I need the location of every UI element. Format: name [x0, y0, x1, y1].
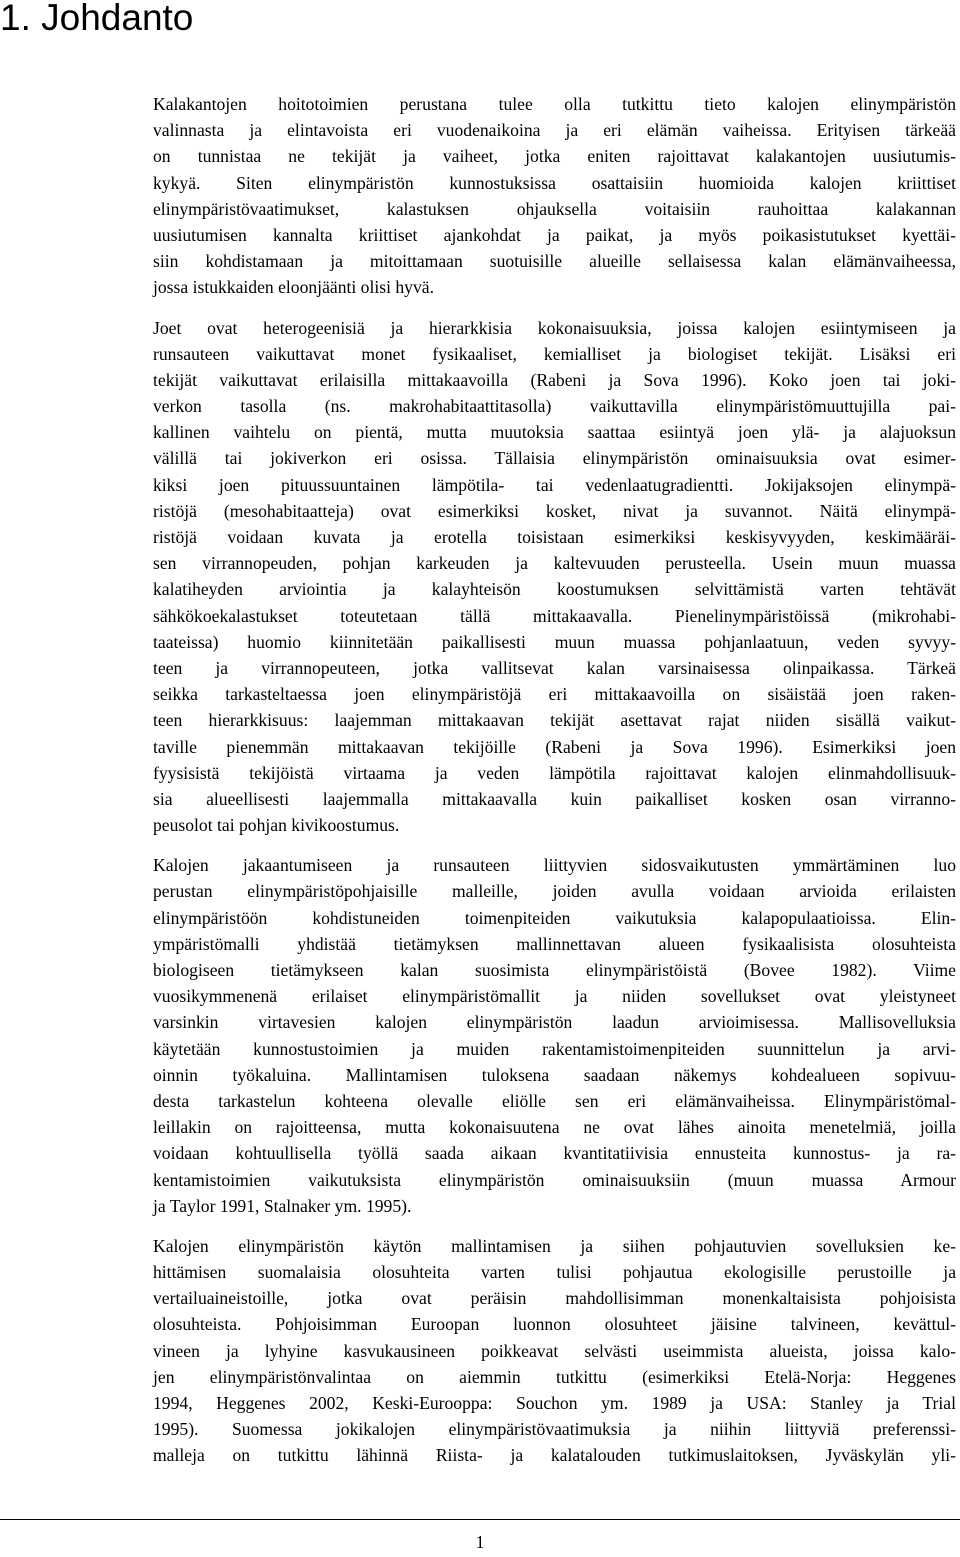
text-line: valinnasta ja elintavoista eri vuodenaikoina ja eri elämän vaiheissa. Erityisen tärkeää: [153, 120, 956, 141]
text-line: seikka tarkasteltaessa joen elinympäristöjä eri mittakaavoilla on sisäistää joen raken-: [153, 684, 956, 705]
text-line: ristöjä voidaan kuvata ja erotella toisistaan esimerkiksi keskisyvyyden, keskimääräi-: [153, 527, 956, 547]
text-line: vertailuaineistoille, jotka ovat peräisin mahdollisimman monenkaltaisista pohjoisista: [153, 1288, 956, 1309]
text-line: 1994, Heggenes 2002, Keski-Eurooppa: Souchon ym. 1989 ja USA: Stanley ja Trial: [153, 1393, 956, 1413]
text-line: fyysisistä tekijöistä virtaama ja veden lämpötila rajoittavat kalojen elinmahdollisuuk-: [153, 762, 956, 783]
text-line: Kalojen elinympäristön käytön mallintamisen ja siihen pohjautuvien sovelluksien ke-: [153, 1235, 956, 1256]
text-line: Kalojen jakaantumiseen ja runsauteen liittyvien sidosvaikutusten ymmärtäminen luo: [153, 855, 956, 876]
paragraph: [153, 315, 956, 839]
paragraph: [153, 852, 956, 1219]
text-line: ristöjä (mesohabitaatteja) ovat esimerkiksi kosket, nivat ja suvannot. Näitä elinympä-: [153, 500, 956, 521]
text-line: on tunnistaa ne tekijät ja vaiheet, jotka eniten rajoittavat kalakantojen uusiutumis-: [153, 146, 956, 167]
text-line: verkon tasolla (ns. makrohabitaattitasolla) vaikuttavilla elinympäristömuuttujilla pai-: [153, 396, 956, 417]
text-line: kykyä. Siten elinympäristön kunnostuksissa osattaisiin huomioida kalojen kriittiset: [153, 172, 956, 193]
text-line: malleja on tutkittu lähinnä Riista- ja kalatalouden tutkimuslaitoksen, Jyväskylän yli-: [153, 1445, 956, 1466]
text-line: hittämisen suomalaisia olosuhteita varten tulisi pohjautua ekologisille perustoille ja: [153, 1262, 956, 1283]
page-number: 1: [475, 1532, 485, 1552]
body-text: [153, 91, 956, 1483]
text-line: Joet ovat heterogeenisiä ja hierarkkisia kokonaisuuksia, joissa kalojen esiintymiseen ja: [153, 317, 956, 338]
text-line: teen hierarkkisuus: laajemman mittakaavan tekijät asettavat rajat niiden sisällä vaikut-: [153, 710, 956, 731]
text-line: runsauteen vaikuttavat monet fysikaaliset, kemialliset ja biologiset tekijät. Lisäksi eri: [153, 343, 956, 364]
text-line: taville pienemmän mittakaavan tekijöille (Rabeni ja Sova 1996). Esimerkiksi joen: [153, 736, 956, 757]
text-line: välillä tai jokiverkon eri osissa. Tällaisia elinympäristön ominaisuuksia ovat esimer-: [153, 448, 956, 469]
text-line: kentamistoimien vaikutuksista elinympäristön ominaisuuksiin (muun muassa Armour: [153, 1169, 956, 1190]
text-line: jossa istukkaiden eloonjäänti olisi hyvä.: [153, 277, 434, 298]
text-line: varsinkin virtavesien kalojen elinympäristön laadun arvioimisessa. Mallisovelluksia: [153, 1012, 956, 1033]
text-line: käytetään kunnostustoimien ja muiden rakentamistoimenpiteiden suunnittelun ja arvi-: [153, 1038, 956, 1059]
text-line: vuosikymmenenä erilaiset elinympäristömallit ja niiden sovellukset ovat yleistyneet: [153, 986, 956, 1007]
text-line: desta tarkastelun kohteena olevalle eliölle sen eri elämänvaiheissa. Elinympäristömal-: [153, 1090, 956, 1111]
text-line: taateissa) huomio kiinnitetään paikallisesti muun muassa pohjanlaatuun, veden syvyy-: [153, 631, 956, 652]
text-line: siin kohdistamaan ja mitoittamaan suotuisille alueille sellaisessa kalan elämänvaiheessa,: [153, 251, 956, 272]
text-line: tekijät vaikuttavat erilaisilla mittakaavoilla (Rabeni ja Sova 1996). Koko joen tai joki-: [153, 369, 956, 390]
text-line: sähkökoekalastukset toteutetaan tällä mittakaavalla. Pienelinympäristöissä (mikrohabi-: [153, 605, 956, 626]
footer-divider: [0, 1519, 960, 1520]
text-line: perustan elinympäristöpohjaisille malleille, joiden avulla voidaan arvioida erilaisten: [153, 881, 956, 902]
text-line: uusiutumisen kannalta kriittiset ajankohdat ja paikat, ja myös poikasistutukset kyettäi-: [153, 224, 956, 245]
chapter-heading: 1. Johdanto: [0, 0, 194, 38]
text-line: elinympäristövaatimukset, kalastuksen ohjauksella voitaisiin rauhoittaa kalakannan: [153, 198, 956, 219]
text-line: kiksi joen pituussuuntainen lämpötila- tai vedenlaatugradientti. Jokijaksojen elinympä-: [153, 474, 956, 495]
text-line: voidaan kohtuullisella työllä saada aikaan kvantitatiivisia ennusteita kunnostus- ja ra-: [153, 1143, 956, 1164]
text-line: elinympäristöön kohdistuneiden toimenpiteiden vaikutuksia kalapopulaatioissa. Elin-: [153, 907, 956, 928]
text-line: sia alueellisesti laajemmalla mittakaavalla kuin paikalliset kosken osan virranno-: [153, 788, 956, 809]
text-line: peusolot tai pohjan kivikoostumus.: [153, 815, 400, 836]
text-line: oinnin työkaluina. Mallintamisen tuloksena saadaan näkemys kohdealueen sopivuu-: [153, 1064, 956, 1085]
paragraph: [153, 91, 956, 301]
text-line: kalatiheyden arviointia ja kalayhteisön koostumuksen selvittämistä varten tehtävät: [153, 579, 956, 600]
text-line: ja Taylor 1991, Stalnaker ym. 1995).: [153, 1195, 412, 1216]
text-line: ympäristömalli yhdistää tietämyksen mallinnettavan alueen fysikaalisista olosuhteista: [153, 933, 956, 954]
text-line: sen virrannopeuden, pohjan karkeuden ja kaltevuuden perusteella. Usein muun muassa: [153, 553, 956, 574]
paragraph: [153, 1233, 956, 1469]
text-line: 1995). Suomessa jokikalojen elinympäristövaatimuksia ja niihin liittyviä preferenssi-: [153, 1419, 956, 1440]
text-line: olosuhteista. Pohjoisimman Euroopan luonnon olosuhteet jäisine talvineen, kevättul-: [153, 1314, 956, 1335]
text-line: vineen ja lyhyine kasvukausineen poikkeavat selvästi useimmista alueista, joissa kalo-: [153, 1340, 956, 1361]
text-line: leillakin on rajoitteensa, mutta kokonaisuutena ne ovat lähes ainoita menetelmiä, joilla: [153, 1117, 956, 1138]
text-line: biologiseen tietämykseen kalan suosimista elinympäristöistä (Bovee 1982). Viime: [153, 960, 956, 980]
text-line: Kalakantojen hoitotoimien perustana tulee olla tutkittu tieto kalojen elinympäristön: [153, 94, 956, 114]
text-line: jen elinympäristönvalintaa on aiemmin tutkittu (esimerkiksi Etelä-Norja: Heggenes: [153, 1366, 956, 1387]
text-line: kallinen vaihtelu on pientä, mutta muutoksia saattaa esiintyä joen ylä- ja alajuoksun: [153, 422, 956, 443]
text-line: teen ja virrannopeuteen, jotka vallitsevat kalan varsinaisessa olinpaikassa. Tärkeä: [153, 657, 956, 678]
